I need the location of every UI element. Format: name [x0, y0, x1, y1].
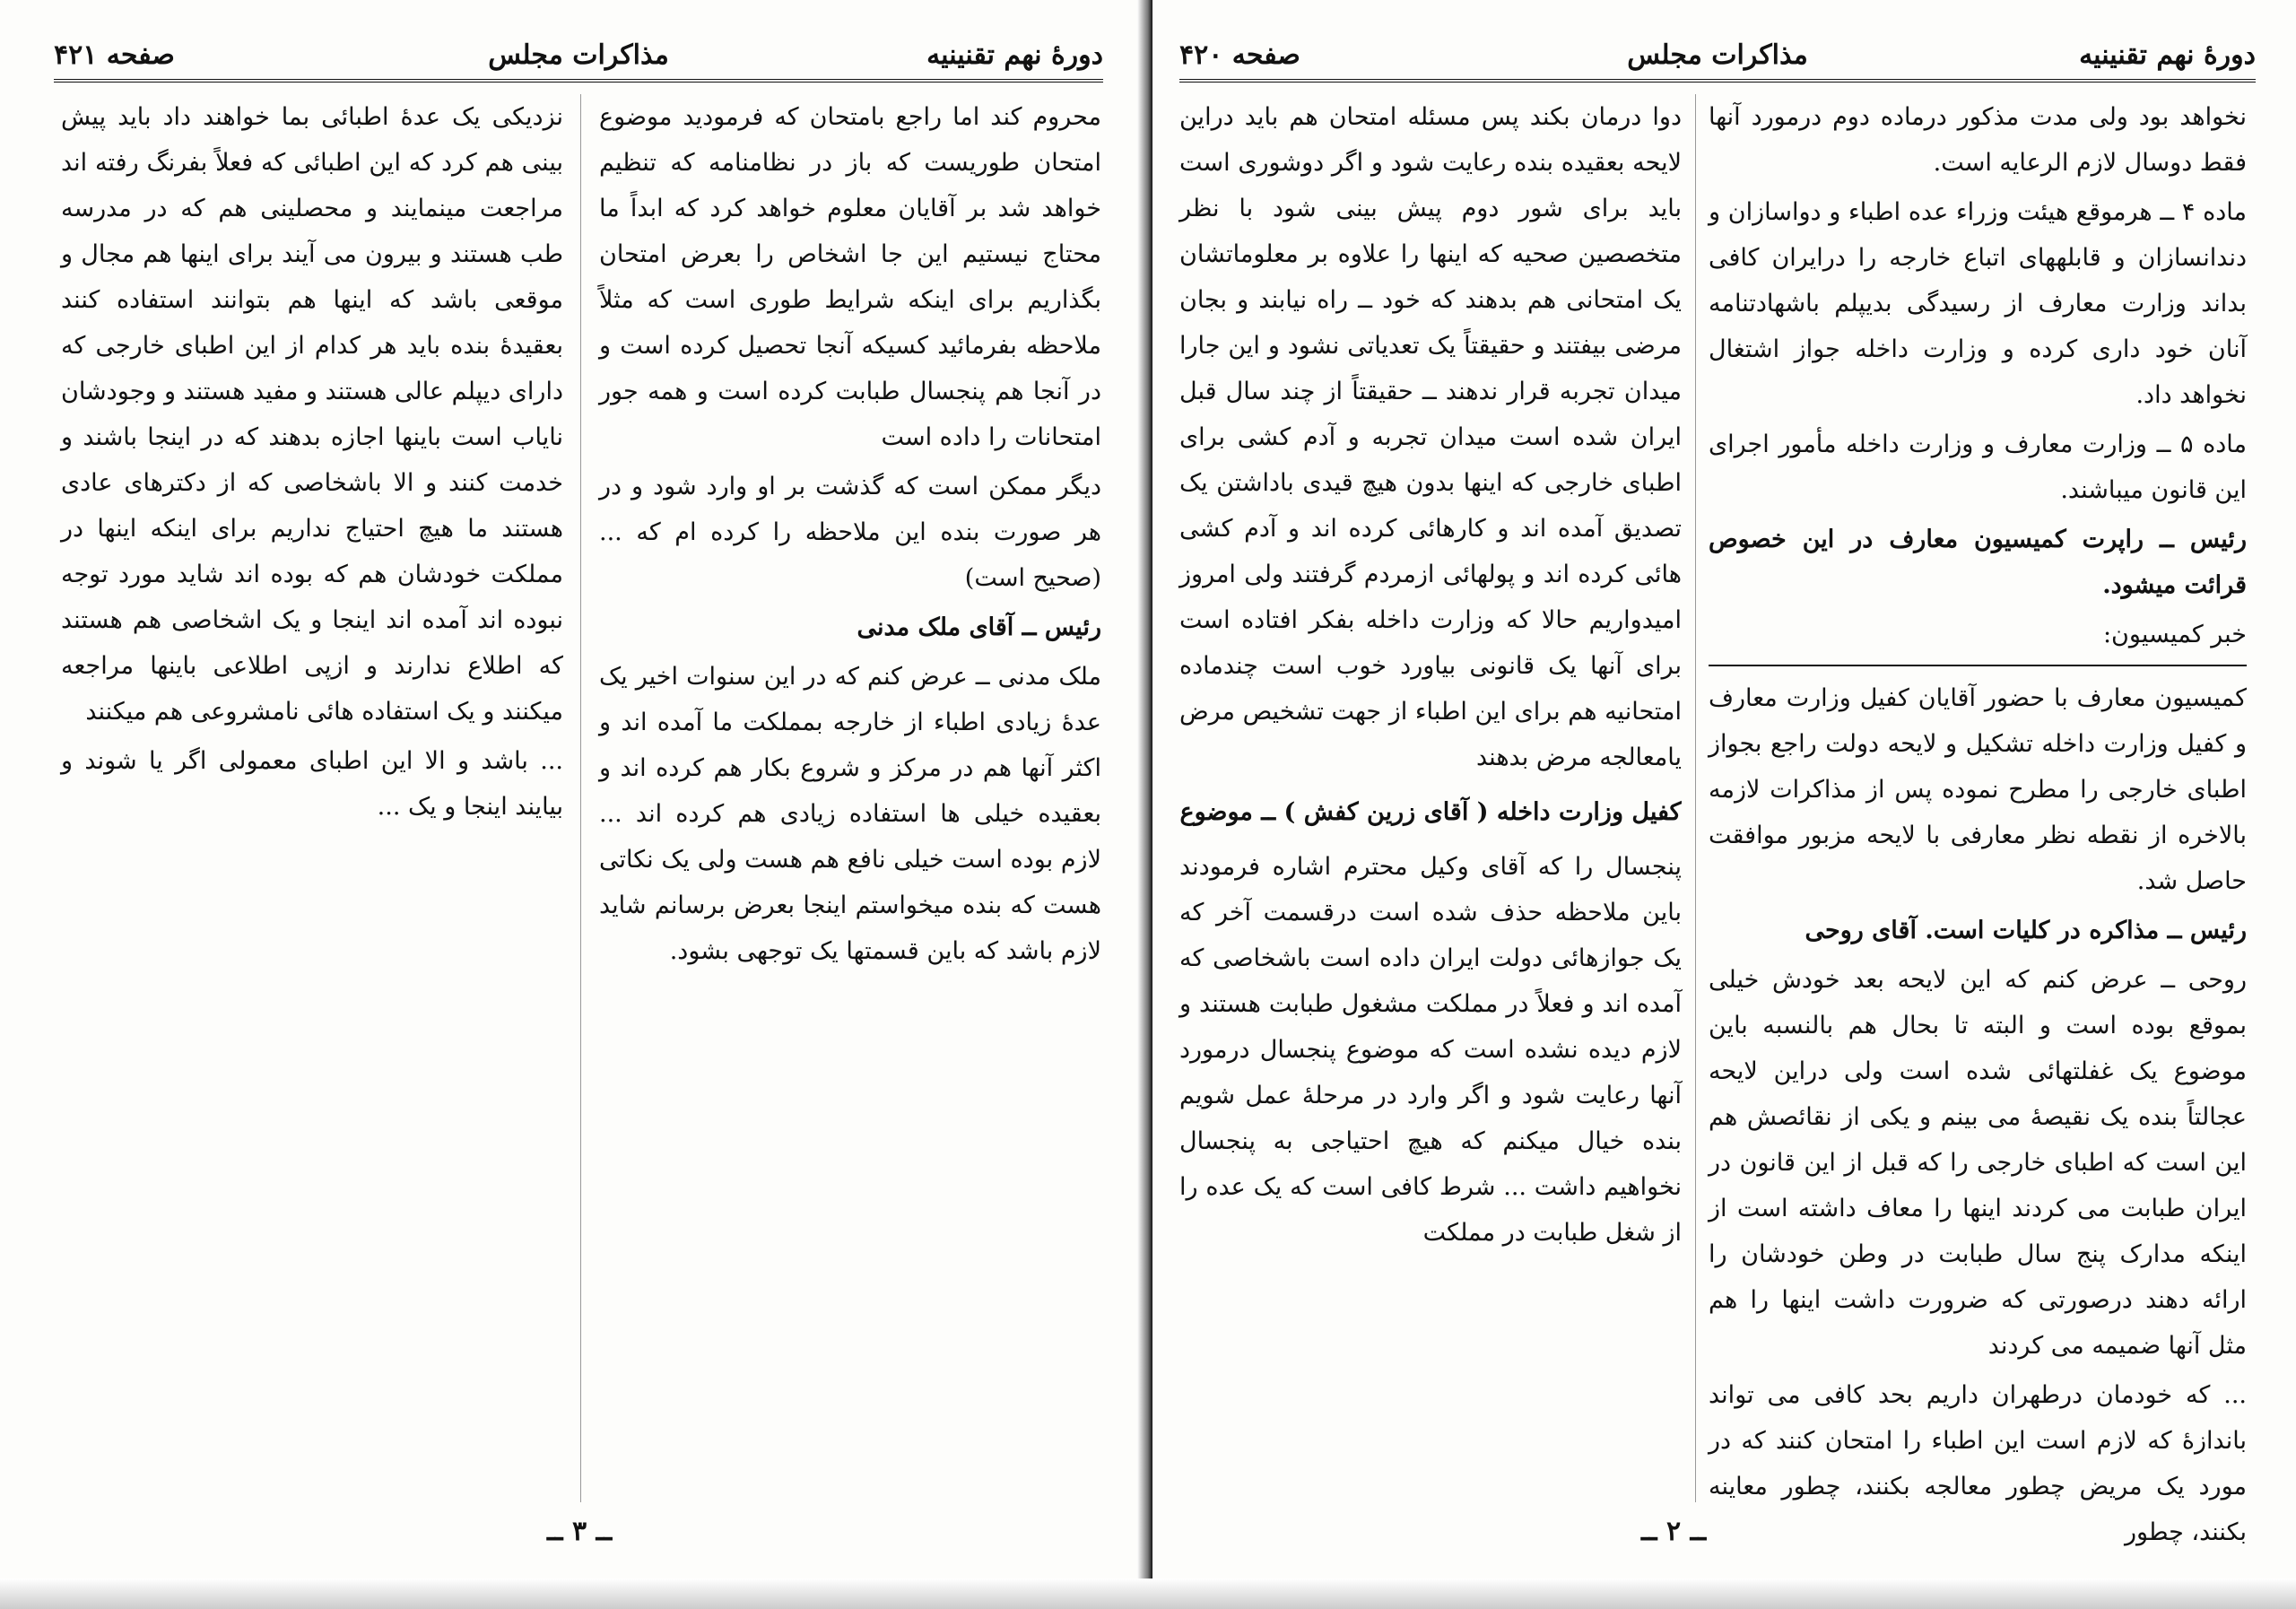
right-column-divider [1695, 94, 1696, 1502]
paragraph: ملک مدنی ــ عرض کنم که در این سنوات اخیر یک عدهٔ زیادی اطباء از خارجه بمملکت ما آمده اند و اکثر آنها هم در مرکز و شروع بکار هم کرده اند و بعقیده خیلی ها استفاده زیادی هم کرده اند ... لازم بوده است خیلی نافع هم هست ولی یک نکاتی هست که بنده میخواستم اینجا بعرض برسانم شاید لازم باشد که باین قسمتها یک توجهی بشود. [599, 663, 1101, 965]
paragraph: کمیسیون معارف با حضور آقایان کفیل وزارت معارف و کفیل وزارت داخله تشکیل و لایحه دولت راجع بجواز اطبای خارجی را مطرح نموده پس از مذاکرات لازمه بالاخره از نقطه نظر معارفی با لایحه مزبور موافقت حاصل شد. [1709, 684, 2247, 895]
left-header-rule [54, 79, 1103, 83]
paragraph: ماده ۴ ــ هرموقع هیئت وزراء عده اطباء و دواسازان و دندانسازان و قابلههای اتباع خارجه را درایران کافی بداند وزارت معارف از رسیدگی بدیپلم باشهادتنامه آنان خود داری کرده و وزارت داخله جواز اشتغال نخواهد داد. [1709, 198, 2247, 409]
section-rule [1709, 665, 2247, 666]
left-header-title: مذاکرات مجلس [488, 39, 669, 71]
left-header-page: صفحه ۴۲۱ [54, 39, 175, 71]
left-page-left-column [61, 94, 563, 1502]
paragraph: نخواهد بود ولی مدت مذکور درماده دوم درمورد آنها فقط دوسال لازم الرعایه است. [1709, 103, 2247, 177]
paragraph: دیگر ممکن است که گذشت بر او وارد شود و در هر صورت بنده این ملاحظه را کرده ام که ... (صحیح است) [599, 473, 1101, 592]
right-page-number: ــ ۲ ــ [1641, 1516, 1707, 1547]
paragraph: دوا درمان بکند پس مسئله امتحان هم باید دراین لایحه بعقیده بنده رعایت شود و اگر دوشوری است باید برای شور دوم پیش بینی شود با نظر متخصصین صحیه که اینها را علاوه بر معلوماتشان یک امتحانی هم بدهند که خود ــ راه نیابند و بجان مرضی بیفتند و حقیقتاً یک تعدیاتی نشود و این جارا میدان تجربه قرار ندهند ــ حقیقتاً از چند سال قبل ایران شده است میدان تجربه و آدم کشی برای اطبای خارجی که اینها بدون هیچ قیدی باداشتن یک تصدیق آمده اند و کارهائی کرده اند و آدم کشی هائی کرده اند و پولهائی ازمردم گرفتند ولی امروز امیدواریم حالا که وزارت داخله بفکر افتاده است برای آنها یک قانونی بیاورد خوب است چندماده امتحانیه هم برای این اطباء از جهت تشخیص مرض یامعالجه مرض بدهند [1179, 103, 1682, 771]
right-page-right-column [1709, 94, 2247, 1546]
right-page-header [1179, 34, 2256, 79]
paragraph: محروم کند اما راجع بامتحان که فرمودید موضوع امتحان طوریست که باز در نظامنامه که تنظیم خواهد شد بر آقایان معلوم خواهد کرد که ابداً ما محتاج نیستیم این جا اشخاص را بعرض امتحان بگذاریم برای اینکه شرایط طوری است که مثلاً ملاحظه بفرمائید کسیکه آنجا تحصیل کرده است و در آنجا هم پنجسال طبابت کرده است و همه جور امتحانات را داده است [599, 103, 1101, 451]
paragraph: ... باشد و الا این اطبای معمولی اگر یا شوند و بیایند اینجا و یک ... [61, 747, 563, 821]
bottom-shadow [0, 1579, 2296, 1609]
paragraph: روحی ــ عرض کنم که این لایحه بعد خودش خیلی بموقع بوده است و البته تا بحال هم بالنسبه باین موضوع یک غفلتهائی شده است ولی دراین لایحه عجالتاً بنده یک نقیصهٔ می بینم و یکی از نقائصش هم این است که اطبای خارجی را که قبل از این قانون در ایران طبابت می کردند اینها را معاف داشته است از اینکه مدارک پنج سال طبابت در وطن خودشان را ارائه دهند درصورتی که ضرورت داشت اینها را هم مثل آنها ضمیمه می کردند [1709, 966, 2247, 1360]
left-page-number: ــ ۳ ــ [547, 1516, 613, 1547]
speaker-line: رئیس ــ راپرت کمیسیون معارف در این خصوص قرائت میشود. [1709, 526, 2247, 599]
paragraph: ... که خودمان درطهران داریم بحد کافی می تواند باندازهٔ که لازم است این اطباء را امتحان کنند که در مورد یک مریض چطور معالجه بکنند، چطور معاینه بکنند، چطور [1709, 1381, 2247, 1546]
right-header-title: مذاکرات مجلس [1627, 39, 1808, 71]
paragraph: خبر کمیسیون: [2102, 621, 2247, 648]
section-heading: کفیل وزارت داخله ( آقای زرین کفش ) ــ موضوع [1179, 798, 1682, 826]
right-header-session: دورهٔ نهم تقنینیه [2079, 39, 2256, 71]
right-page-left-column [1179, 94, 1682, 1502]
left-page-right-column [599, 94, 1101, 1502]
paragraph: پنجسال را که آقای وکیل محترم اشاره فرمودند باین ملاحظه حذف شده است درقسمت آخر که یک جوازهائی دولت ایران داده است باشخاصی که آمده اند و فعلاً در مملکت مشغول طبابت هستند و لازم دیده نشده است که موضوع پنجسال درمورد آنها رعایت شود و اگر وارد در مرحلهٔ عمل شویم بنده خیال میکنم که هیچ احتیاجی به پنجسال نخواهیم داشت ... شرط کافی است که یک عده را از شغل طبابت در مملکت [1179, 853, 1682, 1247]
right-header-page: صفحه ۴۲۰ [1179, 39, 1300, 71]
left-column-divider [580, 94, 581, 1502]
paragraph: ماده ۵ ــ وزارت معارف و وزارت داخله مأمور اجرای این قانون میباشند. [1709, 431, 2247, 504]
paragraph: نزدیکی یک عدهٔ اطبائی بما خواهند داد باید پیش بینی هم کرد که این اطبائی که فعلاً بفرنگ رفته اند مراجعت مینمایند و محصلینی هم که در مدرسه طب هستند و بیرون می آیند برای اینها هم مجال و موقعی باشد که اینها هم بتوانند استفاده کنند بعقیدهٔ بنده باید هر کدام از این اطبای خارجی که دارای دیپلم عالی هستند و مفید هستند و وجودشان نایاب است باینها اجازه بدهند که در اینجا باشند و خدمت کنند و الا باشخاصی که از دکترهای عادی هستند ما هیچ احتیاج نداریم برای اینکه اینها در مملکت خودشان هم که بوده اند شاید مورد توجه نبوده اند آمده اند اینجا و یک اشخاصی هم هستند که اطلاع ندارند و ازپی اطلاعی باینها مراجعه میکنند و یک استفاده هائی نامشروعی هم میکنند [61, 103, 563, 726]
right-page [1152, 0, 2296, 1609]
speaker-line: رئیس ــ آقای ملک مدنی [857, 613, 1101, 641]
right-header-rule [1179, 79, 2256, 83]
speaker-line: رئیس ــ مذاکره در کلیات است. آقای روحی [1805, 917, 2247, 944]
left-header-session: دورهٔ نهم تقنینیه [926, 39, 1103, 71]
left-page-header [54, 34, 1103, 79]
